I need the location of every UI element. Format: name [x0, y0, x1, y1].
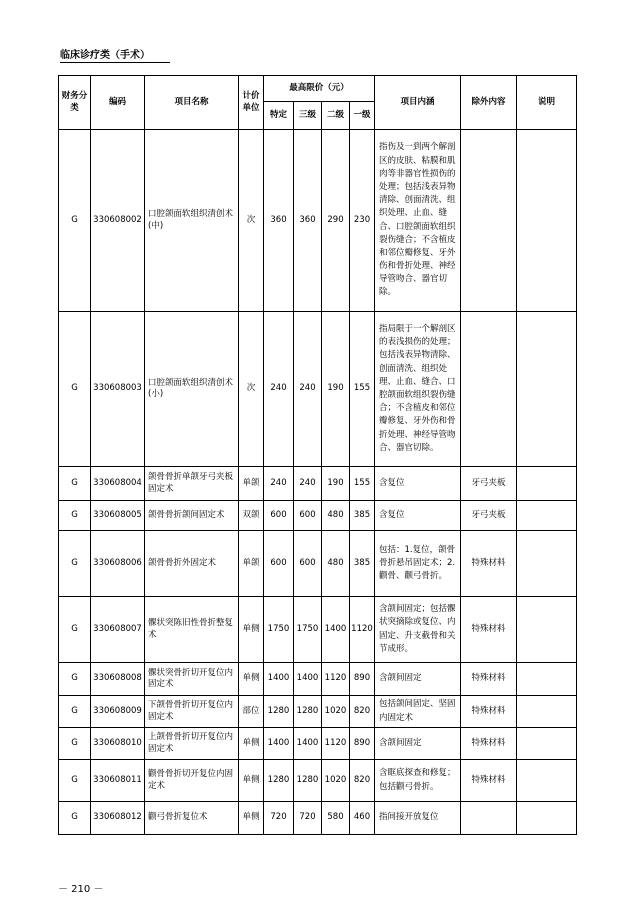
col-price-level1: 一级 [350, 102, 375, 130]
price-level1-cell: 890 [350, 728, 375, 760]
content-cell: 含颌间固定 [375, 728, 461, 760]
price-special-cell: 1280 [264, 760, 294, 802]
name-cell: 髁状突陈旧性骨折整复术 [145, 597, 239, 663]
content-cell: 含复位 [375, 501, 461, 531]
price-level1-cell: 820 [350, 760, 375, 802]
price-special-cell: 360 [264, 130, 294, 312]
content-cell: 含眶底探查和修复；包括颧弓骨折。 [375, 760, 461, 802]
table-row [59, 728, 577, 760]
price-special-cell: 240 [264, 467, 294, 501]
category-cell: G [59, 312, 91, 467]
name-cell: 下颌骨骨折切开复位内固定术 [145, 696, 239, 728]
col-content: 项目内涵 [375, 76, 461, 130]
notes-cell [517, 531, 577, 597]
price-level3-cell: 600 [294, 501, 322, 531]
price-level3-cell: 600 [294, 531, 322, 597]
code-cell: 330608004 [91, 467, 145, 501]
unit-cell: 单侧 [239, 597, 264, 663]
price-level2-cell: 1120 [322, 663, 350, 696]
name-cell: 颧骨骨折切开复位内固定术 [145, 760, 239, 802]
code-cell: 330608007 [91, 597, 145, 663]
unit-cell: 单侧 [239, 802, 264, 835]
excluded-cell: 特殊材料 [461, 663, 517, 696]
price-level1-cell: 155 [350, 467, 375, 501]
code-cell: 330608012 [91, 802, 145, 835]
notes-cell [517, 130, 577, 312]
price-special-cell: 1400 [264, 663, 294, 696]
excluded-cell: 特殊材料 [461, 696, 517, 728]
content-cell: 含颌间固定 [375, 663, 461, 696]
code-cell: 330608005 [91, 501, 145, 531]
category-cell: G [59, 663, 91, 696]
name-cell: 口腔颌面软组织清创术(小) [145, 312, 239, 467]
price-level1-cell: 385 [350, 531, 375, 597]
name-cell: 颧弓骨折复位术 [145, 802, 239, 835]
price-special-cell: 1280 [264, 696, 294, 728]
col-price-level2: 二级 [322, 102, 350, 130]
price-level1-cell: 460 [350, 802, 375, 835]
table-row [59, 696, 577, 728]
price-level1-cell: 385 [350, 501, 375, 531]
category-cell: G [59, 696, 91, 728]
table-row [59, 760, 577, 802]
unit-cell: 单颌 [239, 467, 264, 501]
price-level3-cell: 1400 [294, 663, 322, 696]
table-row [59, 531, 577, 597]
content-cell: 包括颌间固定、坚固内固定术 [375, 696, 461, 728]
code-cell: 330608010 [91, 728, 145, 760]
price-level2-cell: 1020 [322, 696, 350, 728]
price-level1-cell: 1120 [350, 597, 375, 663]
unit-cell: 次 [239, 130, 264, 312]
code-cell: 330608002 [91, 130, 145, 312]
price-special-cell: 600 [264, 501, 294, 531]
content-cell: 指伤及一到两个解剖区的皮肤、粘膜和肌肉等非器官性损伤的处理；包括浅表异物清除、创面清洗、组织处理、止血、缝合、口腔颌面软组织裂伤缝合；不含植皮和邻位瓣修复、牙外伤和骨折处理、神经导管吻合、器官切除。 [375, 130, 461, 312]
excluded-cell [461, 130, 517, 312]
excluded-cell: 特殊材料 [461, 728, 517, 760]
table-row [59, 312, 577, 467]
table-row [59, 467, 577, 501]
unit-cell: 单侧 [239, 728, 264, 760]
name-cell: 口腔颌面软组织清创术(中) [145, 130, 239, 312]
col-category: 财务分类 [59, 76, 91, 130]
name-cell: 颌骨骨折颌间固定术 [145, 501, 239, 531]
category-cell: G [59, 597, 91, 663]
col-price-special: 特定 [264, 102, 294, 130]
price-special-cell: 240 [264, 312, 294, 467]
notes-cell [517, 501, 577, 531]
price-level2-cell: 480 [322, 531, 350, 597]
price-level2-cell: 1020 [322, 760, 350, 802]
col-unit: 计价单位 [239, 76, 264, 130]
price-special-cell: 600 [264, 531, 294, 597]
price-level2-cell: 190 [322, 467, 350, 501]
col-price-level3: 三级 [294, 102, 322, 130]
unit-cell: 单颌 [239, 531, 264, 597]
content-cell: 指局限于一个解剖区的表浅损伤的处理；包括浅表异物清除、创面清洗、组织处理、止血、缝合、口腔颌面软组织裂伤缝合；不含植皮和邻位瓣修复、牙外伤和骨折处理、神经导管吻合、器官切除。 [375, 312, 461, 467]
excluded-cell: 特殊材料 [461, 760, 517, 802]
col-price-group: 最高限价（元） [264, 76, 375, 102]
code-cell: 330608009 [91, 696, 145, 728]
code-cell: 330608008 [91, 663, 145, 696]
table-row [59, 130, 577, 312]
notes-cell [517, 728, 577, 760]
excluded-cell [461, 312, 517, 467]
category-cell: G [59, 130, 91, 312]
price-level1-cell: 890 [350, 663, 375, 696]
price-level3-cell: 1280 [294, 696, 322, 728]
table-row [59, 663, 577, 696]
table-row [59, 501, 577, 531]
category-cell: G [59, 728, 91, 760]
price-special-cell: 1750 [264, 597, 294, 663]
excluded-cell [461, 802, 517, 835]
price-level3-cell: 1400 [294, 728, 322, 760]
unit-cell: 部位 [239, 696, 264, 728]
price-level3-cell: 1280 [294, 760, 322, 802]
content-cell: 指间接开放复位 [375, 802, 461, 835]
price-level3-cell: 1750 [294, 597, 322, 663]
unit-cell: 单侧 [239, 663, 264, 696]
category-cell: G [59, 467, 91, 501]
name-cell: 颌骨骨折外固定术 [145, 531, 239, 597]
price-level2-cell: 1120 [322, 728, 350, 760]
notes-cell [517, 802, 577, 835]
notes-cell [517, 663, 577, 696]
price-level3-cell: 240 [294, 312, 322, 467]
content-cell: 含颌间固定；包括髁状突摘除或复位、内固定、升支截骨和关节成形。 [375, 597, 461, 663]
section-header: 临床诊疗类（手术） [60, 46, 170, 63]
price-level2-cell: 580 [322, 802, 350, 835]
col-code: 编码 [91, 76, 145, 130]
excluded-cell: 特殊材料 [461, 597, 517, 663]
price-special-cell: 720 [264, 802, 294, 835]
col-name: 项目名称 [145, 76, 239, 130]
code-cell: 330608003 [91, 312, 145, 467]
price-level2-cell: 290 [322, 130, 350, 312]
price-level3-cell: 360 [294, 130, 322, 312]
col-notes: 说明 [517, 76, 577, 130]
notes-cell [517, 312, 577, 467]
excluded-cell: 特殊材料 [461, 531, 517, 597]
category-cell: G [59, 760, 91, 802]
category-cell: G [59, 501, 91, 531]
table-row [59, 597, 577, 663]
unit-cell: 次 [239, 312, 264, 467]
price-level1-cell: 155 [350, 312, 375, 467]
price-level1-cell: 230 [350, 130, 375, 312]
notes-cell [517, 597, 577, 663]
code-cell: 330608006 [91, 531, 145, 597]
excluded-cell: 牙弓夹板 [461, 501, 517, 531]
col-excluded: 除外内容 [461, 76, 517, 130]
price-table [58, 75, 577, 835]
name-cell: 髁状突骨折切开复位内固定术 [145, 663, 239, 696]
category-cell: G [59, 802, 91, 835]
name-cell: 上颌骨骨折切开复位内固定术 [145, 728, 239, 760]
code-cell: 330608011 [91, 760, 145, 802]
table-row [59, 802, 577, 835]
content-cell: 包括：1.复位，颌骨骨折悬吊固定术；2.颧骨、颧弓骨折。 [375, 531, 461, 597]
price-level3-cell: 720 [294, 802, 322, 835]
excluded-cell: 牙弓夹板 [461, 467, 517, 501]
price-level1-cell: 820 [350, 696, 375, 728]
category-cell: G [59, 531, 91, 597]
unit-cell: 单侧 [239, 760, 264, 802]
unit-cell: 双颌 [239, 501, 264, 531]
notes-cell [517, 760, 577, 802]
page-number: － 210 － [58, 884, 104, 895]
price-level2-cell: 480 [322, 501, 350, 531]
name-cell: 颌骨骨折单颌牙弓夹板固定术 [145, 467, 239, 501]
price-level3-cell: 240 [294, 467, 322, 501]
price-level2-cell: 190 [322, 312, 350, 467]
notes-cell [517, 467, 577, 501]
content-cell: 含复位 [375, 467, 461, 501]
notes-cell [517, 696, 577, 728]
price-level2-cell: 1400 [322, 597, 350, 663]
price-special-cell: 1400 [264, 728, 294, 760]
